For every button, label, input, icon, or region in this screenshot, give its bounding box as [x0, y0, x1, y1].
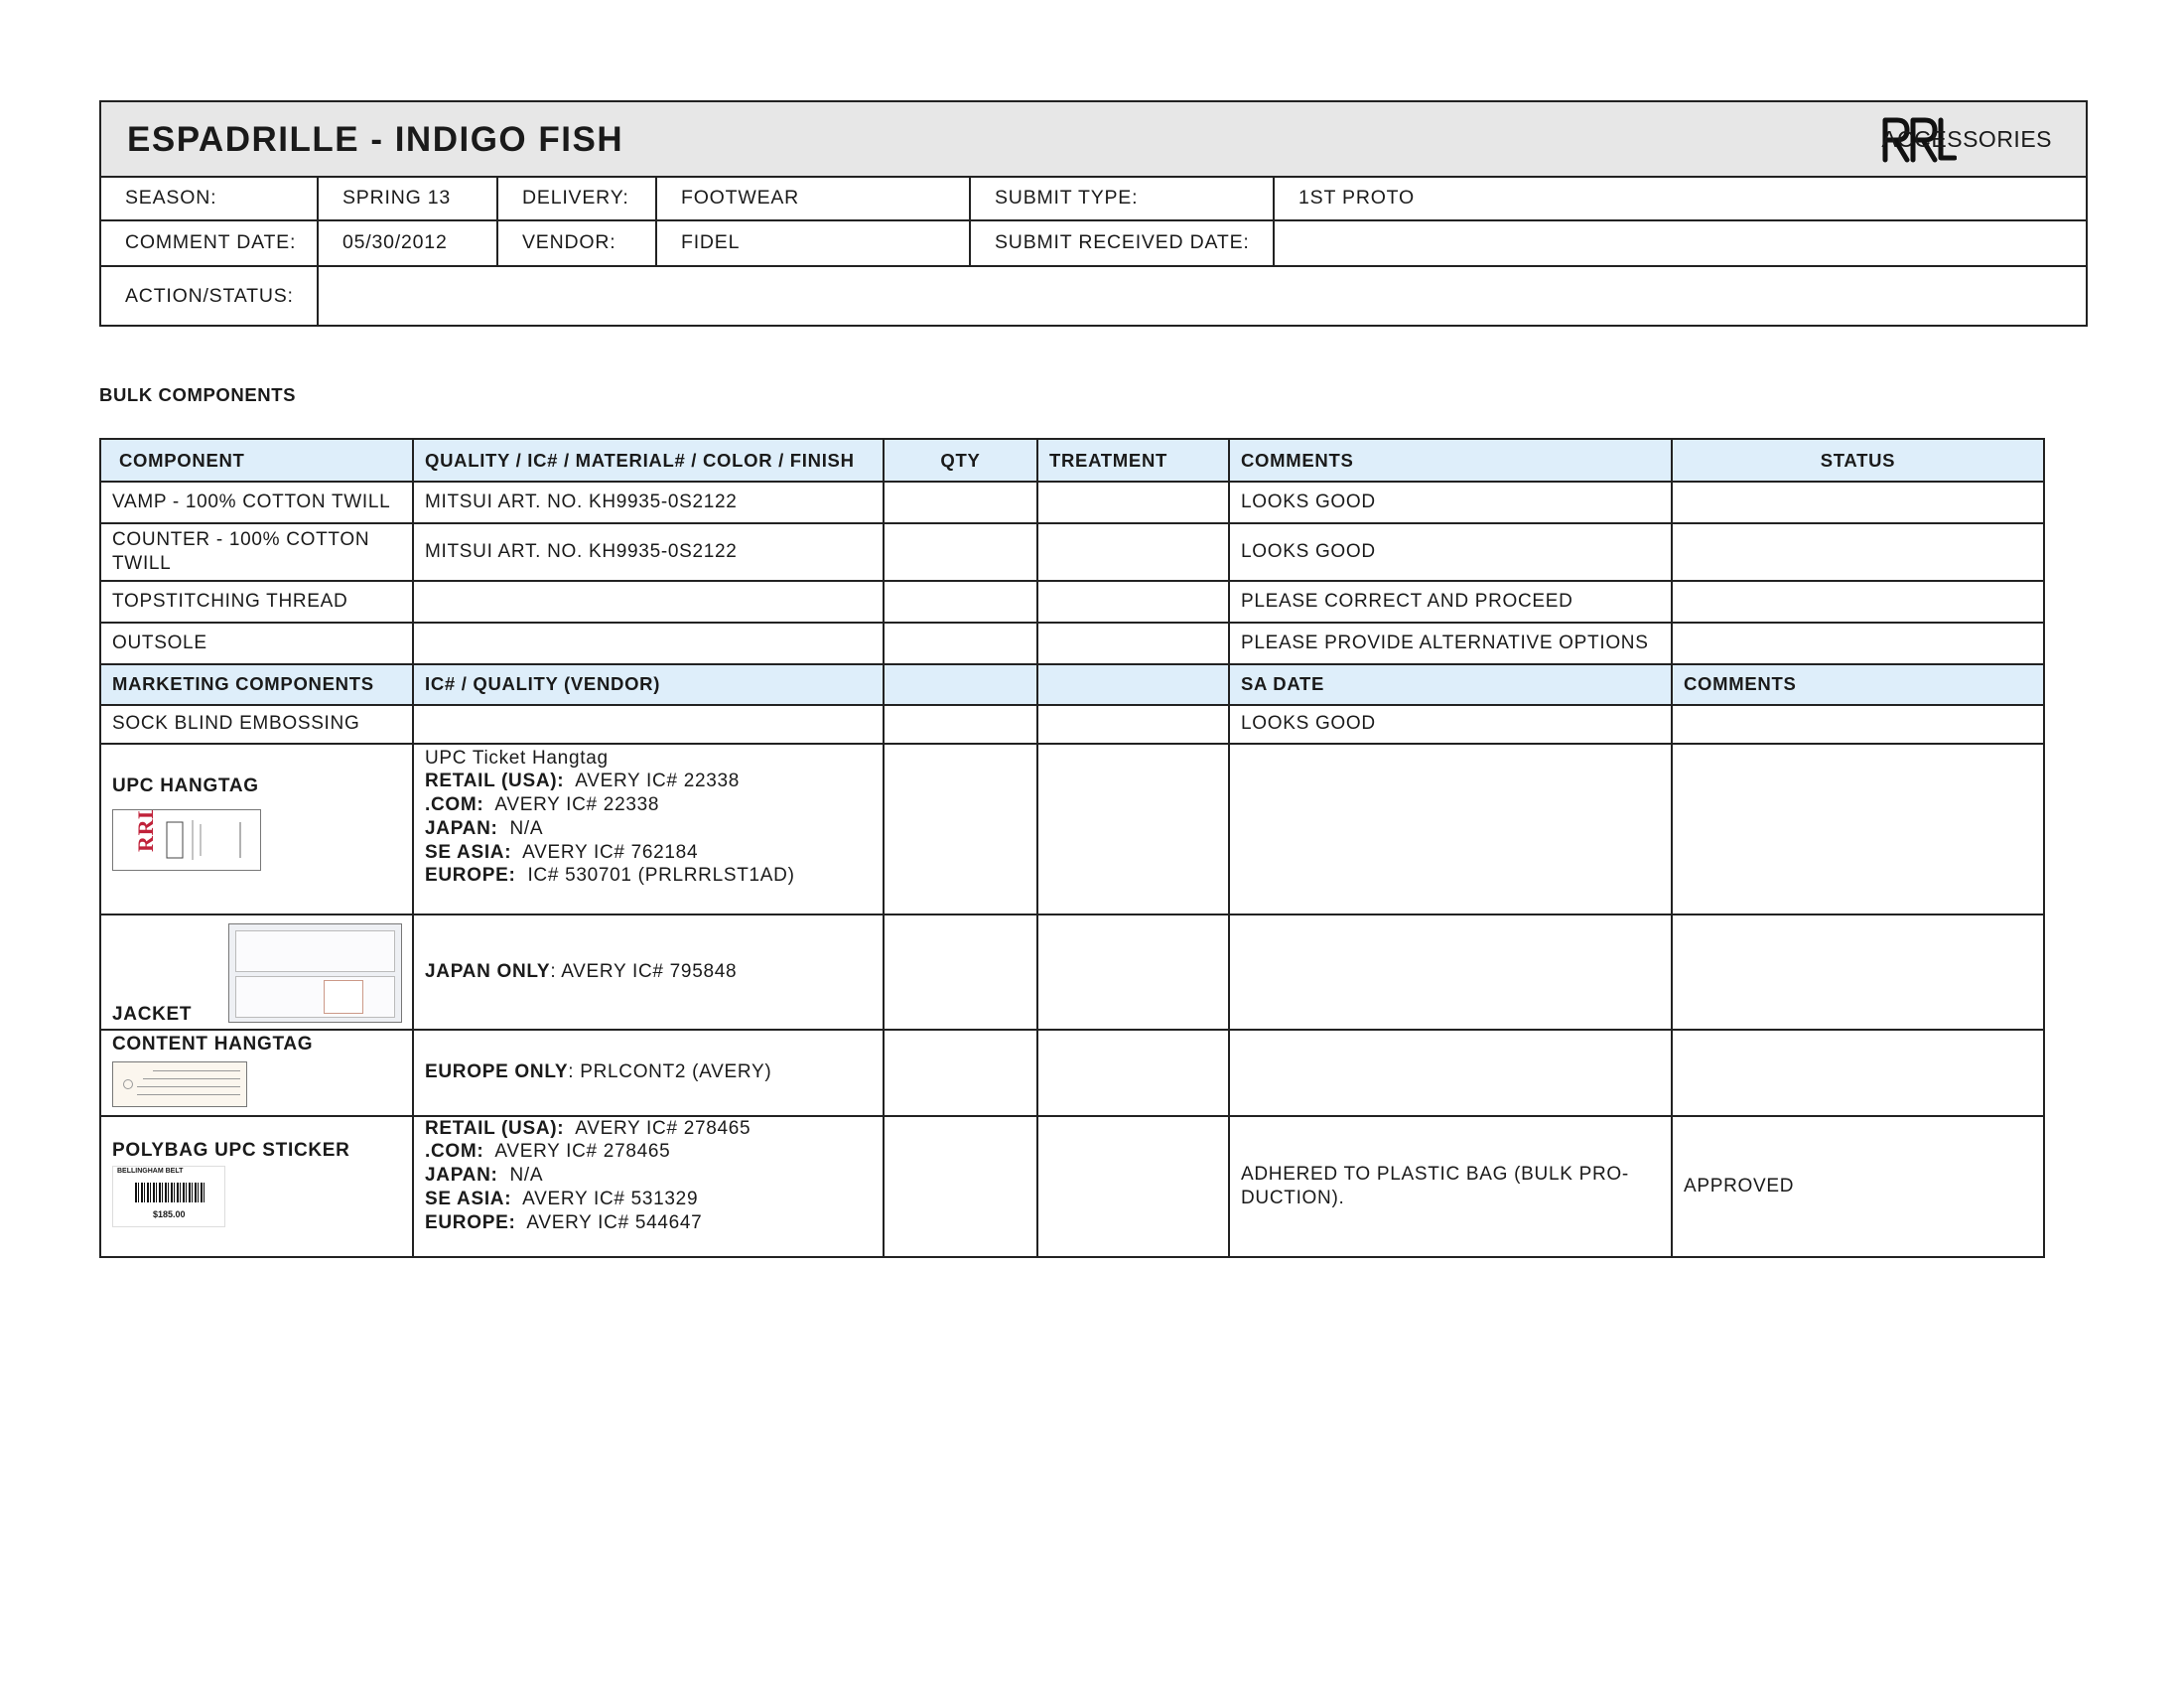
upc-line-key: .COM:: [425, 794, 484, 815]
col-header-quality: QUALITY / IC# / MATERIAL# / COLOR / FINISH: [413, 439, 884, 482]
comments-cell: [1672, 1030, 2044, 1116]
component-name: UPC HANGTAG: [112, 774, 259, 796]
status-cell: [1672, 482, 2044, 523]
upc-line-key: EUROPE:: [425, 865, 516, 887]
component-name: CONTENT HANGTAG: [112, 1033, 314, 1055]
submit-received-date-value: [1275, 219, 2069, 265]
title-band: [101, 102, 2086, 178]
components-table: [99, 438, 2045, 1258]
sa-date-cell: [1229, 914, 1672, 1030]
treatment-cell: [1037, 914, 1229, 1030]
upc-line: [425, 770, 872, 793]
table-row: [100, 1116, 2044, 1257]
treatment-cell: [1037, 705, 1229, 744]
season-value: SPRING 13: [342, 186, 452, 209]
component-cell: [100, 744, 413, 914]
status-cell: [1672, 581, 2044, 623]
col-header-sa-date: SA DATE: [1229, 664, 1672, 705]
col-header-status: STATUS: [1672, 439, 2044, 482]
comments-cell: [1672, 744, 2044, 914]
component-cell: [100, 914, 413, 1030]
jacket-value: : AVERY IC# 795848: [550, 960, 738, 982]
polybag-line-key: EUROPE:: [425, 1211, 516, 1233]
upc-line-key: RETAIL (USA):: [425, 771, 565, 792]
delivery-value: FOOTWEAR: [681, 186, 800, 209]
qty-cell: [884, 623, 1037, 664]
quality-cell: [413, 914, 884, 1030]
comments-cell: [1672, 914, 2044, 1030]
marketing-header-row: [100, 664, 2044, 705]
upc-line-value: N/A: [509, 817, 544, 839]
qty-cell: [884, 744, 1037, 914]
col-header-blank: [884, 664, 1037, 705]
vendor-label: VENDOR:: [522, 230, 616, 253]
col-header-marketing-comments: COMMENTS: [1672, 664, 2044, 705]
component-cell: COUNTER - 100% COTTON TWILL: [100, 523, 413, 581]
treatment-cell: [1037, 523, 1229, 581]
upc-line-key: SE ASIA:: [425, 841, 512, 863]
quality-cell: [413, 1116, 884, 1257]
component-name: POLYBAG UPC STICKER: [112, 1139, 350, 1161]
treatment-cell: [1037, 482, 1229, 523]
sa-date-cell: ADHERED TO PLASTIC BAG (BULK PRO-DUCTION).: [1229, 1116, 1672, 1257]
polybag-line-key: JAPAN:: [425, 1165, 498, 1186]
upc-line: [425, 817, 872, 841]
col-header-qty: QTY: [884, 439, 1037, 482]
col-header-component: COMPONENT: [100, 439, 413, 482]
comments-cell: PLEASE PROVIDE ALTERNATIVE OPTIONS: [1229, 623, 1672, 664]
status-cell: [1672, 523, 2044, 581]
polybag-sticker-image: [112, 1166, 225, 1227]
upc-line-value: AVERY IC# 22338: [575, 771, 741, 792]
table-row: [100, 705, 2044, 744]
component-cell: OUTSOLE: [100, 623, 413, 664]
col-header-comments: COMMENTS: [1229, 439, 1672, 482]
upc-line-value: IC# 530701 (PRLRRLST1AD): [527, 865, 795, 887]
table-row: [100, 581, 2044, 623]
qty-cell: [884, 914, 1037, 1030]
upc-line-key: JAPAN:: [425, 817, 498, 839]
sa-date-cell: [1229, 1030, 1672, 1116]
qty-cell: [884, 1030, 1037, 1116]
submit-type-value: 1ST PROTO: [1298, 186, 1416, 209]
upc-line: [425, 793, 872, 817]
comments-cell: [1672, 705, 2044, 744]
quality-cell: [413, 744, 884, 914]
content-hangtag-image: [112, 1061, 247, 1107]
barcode-icon: [135, 1183, 205, 1202]
col-header-ic-quality-vendor: IC# / QUALITY (VENDOR): [413, 664, 884, 705]
hangtag-logo-icon: [113, 810, 260, 870]
upc-intro: UPC Ticket Hangtag: [425, 747, 609, 769]
quality-cell: [413, 705, 884, 744]
brand-label: ACCESSORIES: [1881, 126, 2052, 152]
component-cell: [100, 1116, 413, 1257]
col-header-blank: [1037, 664, 1229, 705]
treatment-cell: [1037, 744, 1229, 914]
upc-line: [425, 864, 872, 888]
quality-cell: [413, 581, 884, 623]
form-header: [99, 100, 2088, 327]
sa-date-cell: [1229, 744, 1672, 914]
comment-date-label: COMMENT DATE:: [125, 230, 297, 253]
component-cell: TOPSTITCHING THREAD: [100, 581, 413, 623]
submit-type-label: SUBMIT TYPE:: [995, 186, 1139, 209]
quality-cell: [413, 1030, 884, 1116]
header-row-season: [101, 176, 2086, 221]
action-status-value: [319, 265, 2066, 327]
upc-line-value: AVERY IC# 762184: [522, 841, 699, 863]
polybag-line: [425, 1117, 872, 1141]
table-row: [100, 623, 2044, 664]
jacket-key: JAPAN ONLY: [425, 960, 551, 982]
submit-received-date-label: SUBMIT RECEIVED DATE:: [995, 230, 1250, 253]
col-header-marketing-components: MARKETING COMPONENTS: [100, 664, 413, 705]
comment-date-value: 05/30/2012: [342, 230, 448, 253]
document-title: ESPADRILLE - INDIGO FISH: [127, 120, 624, 159]
polybag-line-value: AVERY IC# 278465: [494, 1141, 671, 1163]
component-cell: SOCK BLIND EMBOSSING: [100, 705, 413, 744]
table-row: [100, 744, 2044, 914]
qty-cell: [884, 581, 1037, 623]
qty-cell: [884, 482, 1037, 523]
action-status-label: ACTION/STATUS:: [125, 284, 294, 307]
table-row: [100, 914, 2044, 1030]
sa-date-cell: LOOKS GOOD: [1229, 705, 1672, 744]
component-name: JACKET: [112, 1003, 193, 1025]
table-row: [100, 482, 2044, 523]
qty-cell: [884, 523, 1037, 581]
component-cell: VAMP - 100% COTTON TWILL: [100, 482, 413, 523]
polybag-line-value: AVERY IC# 278465: [575, 1117, 751, 1139]
polybag-line-value: AVERY IC# 531329: [522, 1188, 699, 1209]
upc-line: [425, 841, 872, 865]
polybag-line-value: AVERY IC# 544647: [526, 1211, 703, 1233]
qty-cell: [884, 705, 1037, 744]
header-row-action-status: [101, 265, 2086, 327]
season-label: SEASON:: [125, 186, 217, 209]
bulk-components-heading: BULK COMPONENTS: [99, 384, 297, 405]
comments-cell: LOOKS GOOD: [1229, 523, 1672, 581]
polybag-line-key: SE ASIA:: [425, 1188, 512, 1209]
polybag-line: [425, 1140, 872, 1164]
upc-line-value: AVERY IC# 22338: [494, 794, 660, 815]
treatment-cell: [1037, 623, 1229, 664]
col-header-treatment: TREATMENT: [1037, 439, 1229, 482]
polybag-line: [425, 1211, 872, 1235]
polybag-line-value: N/A: [509, 1165, 544, 1186]
quality-cell: MITSUI ART. NO. KH9935-0S2122: [413, 482, 884, 523]
comments-cell: LOOKS GOOD: [1229, 482, 1672, 523]
quality-cell: [413, 623, 884, 664]
header-row-comment-date: [101, 219, 2086, 267]
qty-cell: [884, 1116, 1037, 1257]
polybag-line: [425, 1188, 872, 1211]
sticker-title: BELLINGHAM BELT: [117, 1168, 184, 1176]
content-value: : PRLCONT2 (AVERY): [568, 1061, 772, 1083]
bulk-header-row: [100, 439, 2044, 482]
delivery-label: DELIVERY:: [522, 186, 629, 209]
svg-text:RRL: RRL: [133, 810, 158, 853]
polybag-line-key: RETAIL (USA):: [425, 1117, 565, 1139]
table-row: [100, 523, 2044, 581]
upc-hangtag-image: [112, 809, 261, 871]
comments-cell: APPROVED: [1672, 1116, 2044, 1257]
sticker-price: $185.00: [153, 1209, 186, 1220]
treatment-cell: [1037, 1116, 1229, 1257]
vendor-value: FIDEL: [681, 230, 741, 253]
treatment-cell: [1037, 581, 1229, 623]
treatment-cell: [1037, 1030, 1229, 1116]
table-row: [100, 1030, 2044, 1116]
comments-cell: PLEASE CORRECT AND PROCEED: [1229, 581, 1672, 623]
polybag-line-key: .COM:: [425, 1141, 484, 1163]
content-key: EUROPE ONLY: [425, 1061, 569, 1083]
component-cell: [100, 1030, 413, 1116]
jacket-image: [228, 923, 402, 1023]
status-cell: [1672, 623, 2044, 664]
quality-cell: MITSUI ART. NO. KH9935-0S2122: [413, 523, 884, 581]
polybag-line: [425, 1164, 872, 1188]
